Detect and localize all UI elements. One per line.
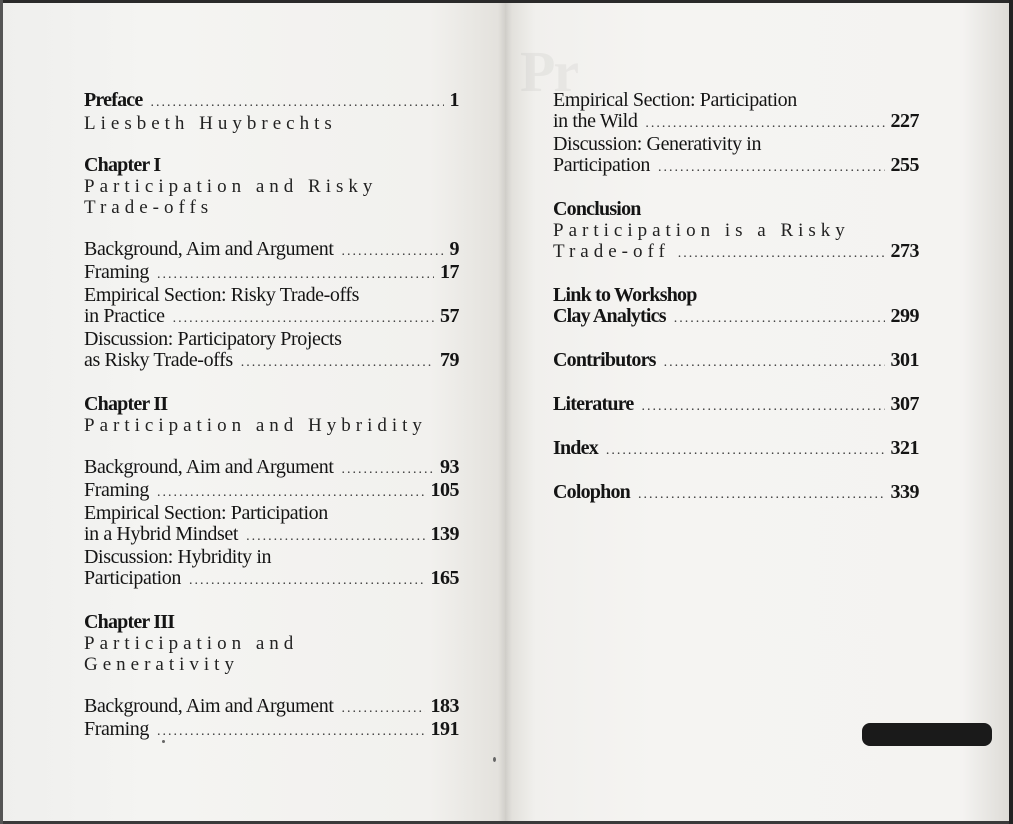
page-number: 1 — [449, 89, 459, 111]
toc-entry[interactable]: Background, Aim and Argument ..... 9 — [84, 239, 459, 262]
bookmark-tab — [862, 723, 992, 746]
leader-dots — [606, 440, 885, 461]
page-number: 105 — [430, 479, 459, 501]
toc-entry-literature[interactable]: Literature ..... 307 — [553, 394, 919, 417]
preface-author: Liesbeth Huybrechts — [84, 113, 337, 134]
conclusion-heading[interactable]: Conclusion — [553, 198, 641, 220]
leader-dots — [658, 157, 885, 178]
conclusion-subtitle: Participation is a Risky — [553, 220, 850, 241]
page-number: 273 — [890, 240, 919, 262]
leader-dots — [173, 308, 434, 329]
page-number: 301 — [890, 349, 919, 371]
page-number: 93 — [440, 456, 459, 478]
page-number: 139 — [430, 523, 459, 545]
leader-dots — [189, 570, 425, 591]
toc-entry[interactable]: Background, Aim and Argument ..... 93 — [84, 457, 459, 480]
toc-entry-title[interactable]: Discussion: Generativity in — [553, 133, 762, 155]
leader-dots — [241, 352, 434, 373]
book-gutter — [498, 0, 512, 824]
leader-dots — [664, 352, 885, 373]
leader-dots — [645, 113, 884, 134]
page-number: 183 — [430, 695, 459, 717]
page-number: 165 — [430, 567, 459, 589]
toc-entry[interactable]: in Practice ..... 57 — [84, 306, 459, 329]
page-number: 191 — [430, 718, 459, 740]
toc-left-column — [84, 90, 459, 742]
toc-entry-title[interactable]: Empirical Section: Risky Trade-offs — [84, 284, 360, 306]
page-number: 17 — [440, 261, 459, 283]
toc-entry[interactable]: Framing ..... 105 — [84, 480, 459, 503]
toc-entry[interactable]: Participation ..... 165 — [84, 568, 459, 591]
toc-entry[interactable]: in the Wild ..... 227 — [553, 111, 919, 134]
toc-entry-workshop[interactable]: Clay Analytics ..... 299 — [553, 306, 919, 329]
chapter-subtitle: Participation and Hybridity — [84, 415, 427, 436]
toc-entry[interactable]: Framing ..... 17 — [84, 262, 459, 285]
toc-entry-title[interactable]: Discussion: Participatory Projects — [84, 328, 342, 350]
chapter-subtitle: Participation and — [84, 633, 299, 654]
leader-dots — [157, 264, 434, 285]
chapter-heading[interactable]: Chapter II — [84, 393, 168, 415]
right-edge — [1009, 0, 1013, 824]
leader-dots — [642, 396, 885, 417]
left-edge — [0, 0, 3, 824]
page-number: 307 — [890, 393, 919, 415]
page-number: 299 — [890, 305, 919, 327]
page-number: 227 — [890, 110, 919, 132]
toc-entry[interactable]: as Risky Trade-offs ..... 79 — [84, 350, 459, 373]
toc-entry-conclusion[interactable]: Trade-off ..... 273 — [553, 241, 919, 264]
leader-dots — [678, 243, 885, 264]
toc-right-column — [553, 90, 919, 505]
toc-entry-preface[interactable]: Preface ..... 1 — [84, 90, 459, 113]
leader-dots — [246, 526, 424, 547]
chapter-subtitle: Participation and Risky — [84, 176, 378, 197]
paper-speck — [162, 740, 165, 743]
page-number: 57 — [440, 305, 459, 327]
chapter-heading[interactable]: Chapter I — [84, 154, 161, 176]
toc-entry-contributors[interactable]: Contributors ..... 301 — [553, 350, 919, 373]
toc-entry-title[interactable]: Discussion: Hybridity in — [84, 546, 272, 568]
leader-dots — [638, 484, 885, 505]
toc-entry-index[interactable]: Index ..... 321 — [553, 438, 919, 461]
workshop-heading[interactable]: Link to Workshop — [553, 284, 697, 306]
leader-dots — [342, 241, 444, 262]
toc-entry-title[interactable]: Empirical Section: Participation — [553, 89, 797, 111]
page-number: 79 — [440, 349, 459, 371]
toc-entry[interactable]: Participation ..... 255 — [553, 155, 919, 178]
leader-dots — [674, 308, 885, 329]
page-number: 321 — [890, 437, 919, 459]
top-edge — [0, 0, 1013, 3]
toc-entry[interactable]: in a Hybrid Mindset ..... 139 — [84, 524, 459, 547]
leader-dots — [342, 459, 434, 480]
chapter-heading[interactable]: Chapter III — [84, 611, 175, 633]
page-number: 9 — [449, 238, 459, 260]
toc-entry[interactable]: Framing ..... 191 — [84, 719, 459, 742]
chapter-subtitle: Trade-offs — [84, 197, 214, 218]
toc-entry-colophon[interactable]: Colophon ..... 339 — [553, 482, 919, 505]
leader-dots — [157, 721, 425, 742]
leader-dots — [150, 92, 443, 113]
toc-entry-title[interactable]: Empirical Section: Participation — [84, 502, 328, 524]
chapter-subtitle: Generativity — [84, 654, 239, 675]
page-number: 339 — [890, 481, 919, 503]
page-number: 255 — [890, 154, 919, 176]
paper-speck — [493, 757, 496, 762]
leader-dots — [157, 482, 425, 503]
toc-entry[interactable]: Background, Aim and Argument ..... 183 — [84, 696, 459, 719]
leader-dots — [342, 698, 425, 719]
